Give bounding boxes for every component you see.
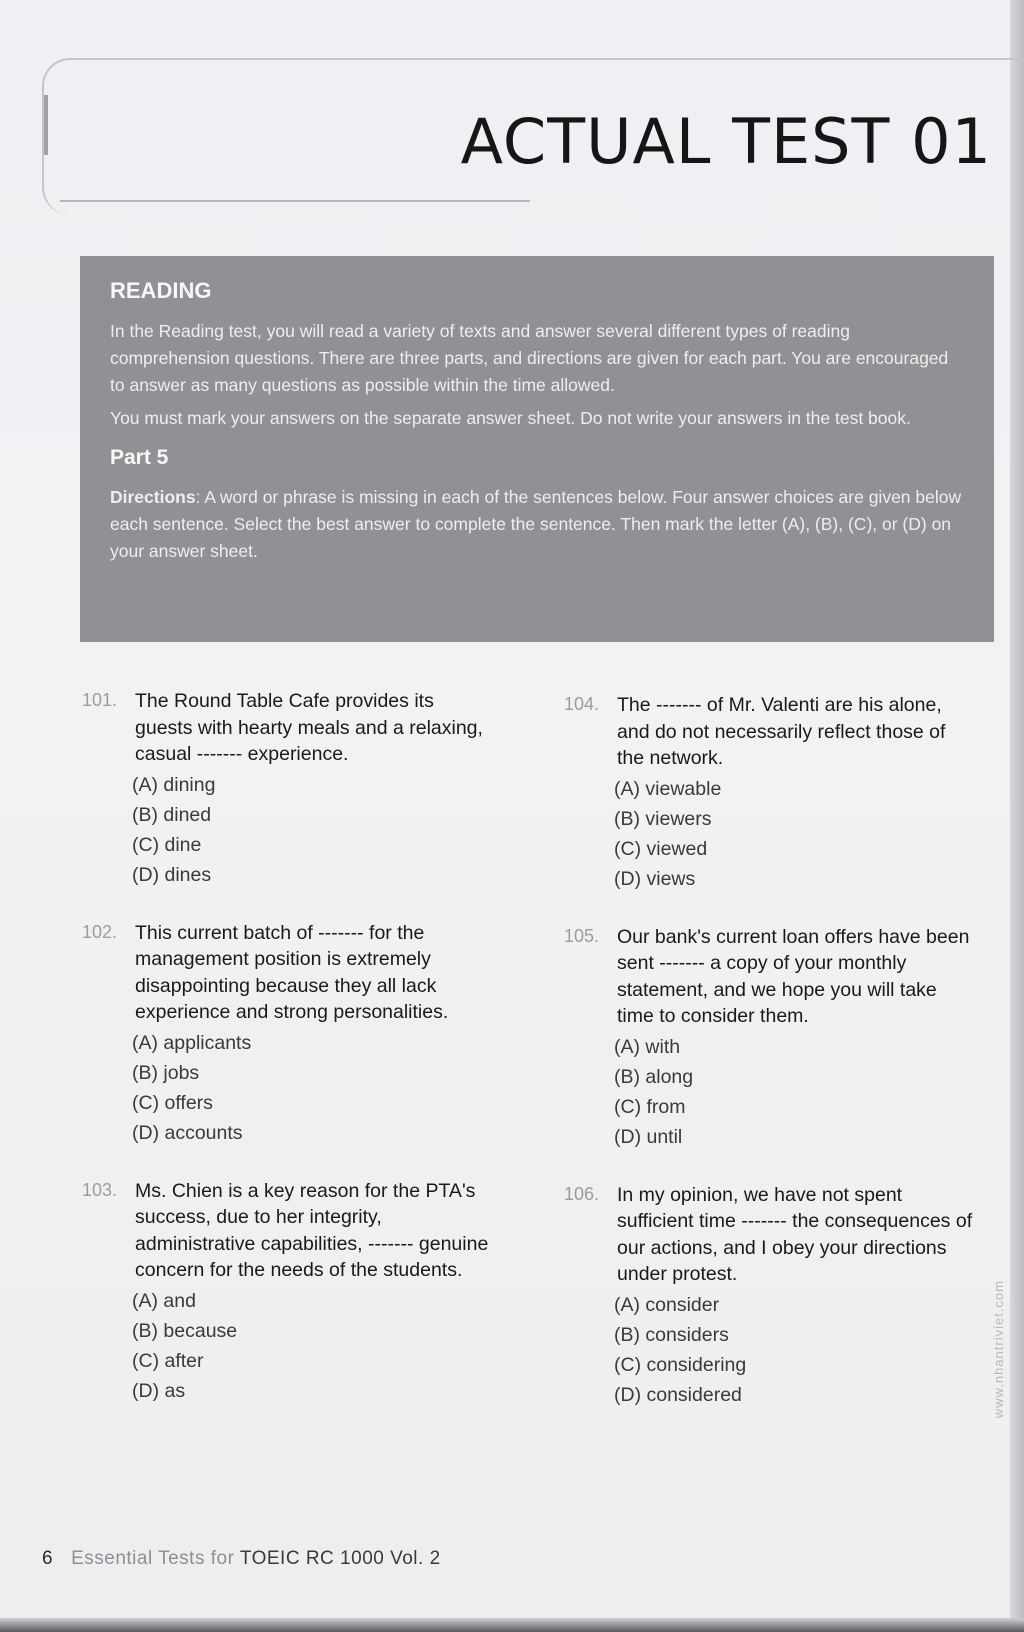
answer-sheet-paragraph: You must mark your answers on the separate answer sheet. Do not write your answers in the test book.: [110, 408, 911, 428]
page-shadow: [0, 1618, 1024, 1632]
question-103: [82, 1178, 492, 1406]
answer-option: (C) from: [614, 1095, 686, 1118]
directions-text: : A word or phrase is missing in each of the sentences below. Four answer choices are given below each sentence. Select the best answer to complete the sentence. Then mark the letter (A), (B), (C), or (D) on your answer sheet.: [110, 487, 962, 561]
page-number: 6: [42, 1548, 54, 1569]
answer-option: (B) considers: [614, 1323, 729, 1346]
directions-label: Directions: [110, 487, 196, 507]
reading-intro-paragraph: In the Reading test, you will read a variety of texts and answer several different types of reading comprehension questions. There are three parts, and directions are given for each part. You are encouraged to answer as many questions as possible within the time allowed.: [110, 321, 949, 395]
book-title-prefix: Essential Tests for: [71, 1548, 240, 1569]
question-text: The Round Table Cafe provides its guests with hearty meals and a relaxing, casual ------- experience.: [135, 690, 483, 765]
question-text: In my opinion, we have not spent sufficient time ------- the consequences of our actions, and I obey your directions under protest.: [617, 1183, 973, 1285]
question-number: 104.: [564, 694, 600, 714]
question-text: Our bank's current loan offers have been sent ------- a copy of your monthly statement, and we hope you will take time to consider them.: [617, 925, 970, 1027]
question-text: This current batch of ------- for the management position is extremely disappointing because they all lack experience and strong personalities.: [135, 921, 449, 1023]
directions-box: [80, 256, 994, 642]
question-101: [82, 688, 492, 890]
answer-options: [614, 1032, 974, 1152]
answer-option: (C) considering: [614, 1353, 747, 1376]
answer-option: (A) dining: [132, 773, 216, 796]
question-number: 101.: [82, 690, 118, 710]
answer-options: [614, 1290, 974, 1410]
answer-option: (D) until: [614, 1125, 683, 1148]
answer-option: (A) consider: [614, 1293, 720, 1316]
question-number: 106.: [564, 1183, 600, 1204]
answer-option: (B) along: [614, 1065, 694, 1088]
answer-option: (B) dined: [132, 803, 212, 826]
question-text: Ms. Chien is a key reason for the PTA's success, due to her integrity, administrative capabilities, ------- genuine concern for the needs of the students.: [135, 1179, 489, 1281]
answer-option: (C) viewed: [614, 837, 708, 860]
section-title: READING: [110, 278, 212, 303]
question-text: The ------- of Mr. Valenti are his alone, and do not necessarily reflect those of the network.: [617, 694, 946, 769]
answer-option: (D) views: [614, 867, 696, 890]
page-edge: [1010, 0, 1024, 1632]
question-102: [82, 920, 492, 1148]
answer-option: (B) viewers: [614, 807, 712, 830]
answer-option: (C) after: [132, 1349, 204, 1372]
answer-options: [132, 1028, 492, 1148]
answer-option: (C) dine: [132, 833, 202, 856]
question-number: 102.: [82, 921, 118, 942]
question-column-left: [82, 688, 492, 1436]
question-number: 103.: [82, 1179, 118, 1200]
part-title: Part 5: [110, 446, 169, 469]
answer-option: (A) and: [132, 1289, 196, 1312]
page-title: ACTUAL TEST 01: [460, 105, 992, 178]
part-directions: [110, 484, 964, 565]
title-frame-rule: [60, 200, 530, 202]
answer-option: (D) dines: [132, 863, 212, 886]
book-title: TOEIC RC 1000 Vol. 2: [239, 1548, 441, 1569]
answer-option: (D) accounts: [132, 1121, 243, 1144]
answer-options: [132, 770, 492, 890]
question-number: 105.: [564, 925, 600, 946]
question-105: [564, 924, 974, 1152]
watermark: www.nhantriviet.com: [991, 1280, 1006, 1419]
answer-options: [614, 774, 974, 894]
answer-option: (B) jobs: [132, 1061, 200, 1084]
question-104: [564, 692, 974, 894]
title-frame-notch: [44, 95, 48, 155]
answer-option: (C) offers: [132, 1091, 213, 1114]
answer-option: (A) applicants: [132, 1031, 252, 1054]
answer-option: (A) viewable: [614, 777, 722, 800]
question-column-right: [564, 692, 974, 1440]
question-106: [564, 1182, 974, 1410]
answer-option: (A) with: [614, 1035, 681, 1058]
page-footer: [42, 1548, 441, 1570]
answer-option: (D) considered: [614, 1383, 742, 1406]
answer-options: [132, 1286, 492, 1406]
answer-option: (D) as: [132, 1379, 186, 1402]
answer-option: (B) because: [132, 1319, 238, 1342]
